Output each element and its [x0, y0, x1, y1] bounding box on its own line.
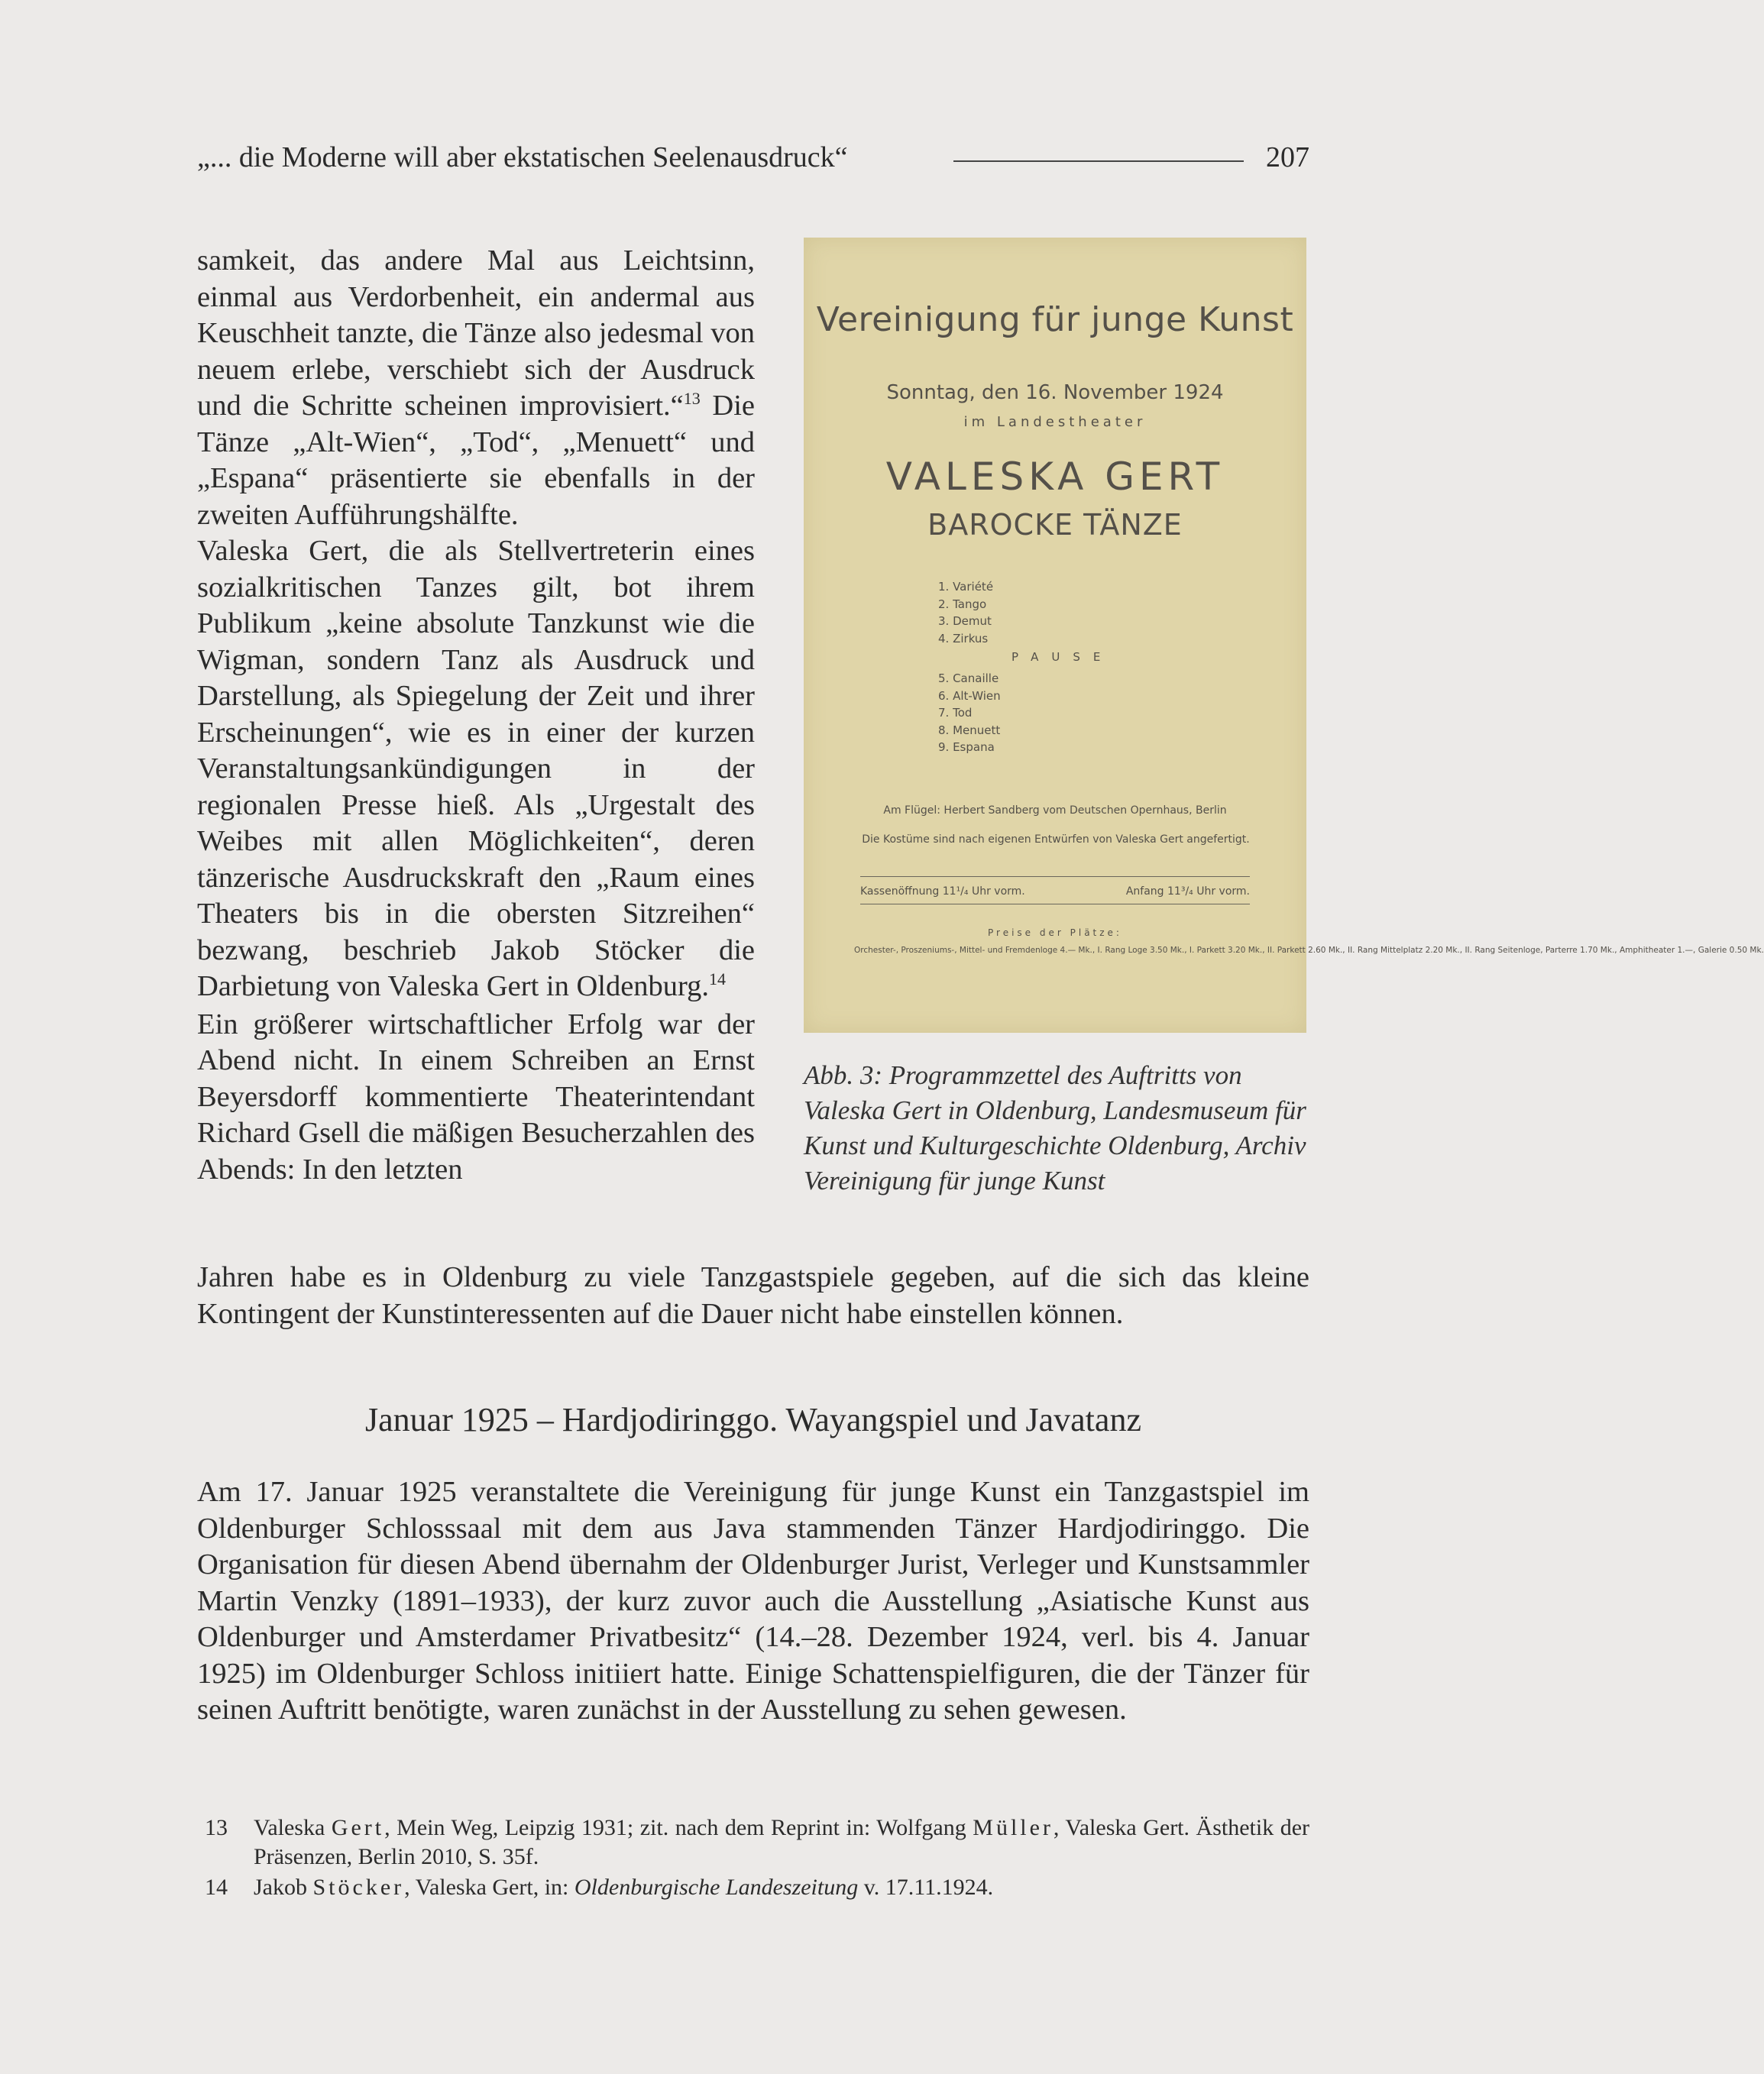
leaflet-pause: PAUSE — [1011, 650, 1114, 664]
paragraph-text: samkeit, das andere Mal aus Leichtsinn, einmal aus Verdorbenheit, ein andermal aus Keuschheit tanzte, die Tänze also jedesmal von neuem erlebe, verschiebt sich der Ausdruck und die Schritte scheinen improvisiert.“ — [197, 244, 755, 422]
leaflet-artist-name: VALESKA GERT — [885, 455, 1225, 499]
body-left-column — [197, 243, 755, 1188]
footnote-text: v. 17.11.1924. — [858, 1875, 994, 1900]
figure-program-leaflet — [804, 238, 1764, 1033]
paragraph — [197, 243, 755, 533]
footnote-text: , Mein Weg, Leipzig 1931; zit. nach dem Reprint in: Wolfgang — [384, 1815, 973, 1840]
page-number: 207 — [1266, 141, 1309, 173]
footnote-number: 14 — [205, 1875, 228, 1900]
footnote — [205, 1814, 1309, 1872]
program-item: 1. Variété — [938, 580, 994, 594]
program-item: 9. Espana — [938, 740, 995, 754]
paragraph: Jahren habe es in Oldenburg zu viele Tanzgastspiele gegeben, auf die sich das kleine Kontingent der Kunstinteressenten auf die Dauer nicht habe einstellen können. — [197, 1261, 1309, 1330]
running-head-rule — [953, 160, 1244, 162]
leaflet-start-time: Anfang 11³/₄ Uhr vorm. — [1125, 885, 1250, 898]
footnotes — [205, 1814, 1309, 1904]
footnote — [205, 1873, 1309, 1902]
paragraph: Ein größerer wirtschaftlicher Erfolg war der Abend nicht. In einem Schreiben an Ernst Beyersdorff kommentierte Theaterintendant Richard Gsell die mäßigen Besucherzahlen des Abends: In den letzten — [197, 1008, 755, 1186]
footnote-ref: 13 — [683, 389, 701, 409]
paragraph — [197, 533, 755, 1005]
paragraph-text: Die Tänze „Alt-Wien“, „Tod“, „Menuett“ und „Espana“ präsentierte sie ebenfalls in der zweiten Aufführungshälfte. — [197, 390, 755, 531]
leaflet-date: Sonntag, den 16. November 1924 — [886, 381, 1224, 404]
footnote-text: , Valeska Gert, in: — [404, 1875, 575, 1900]
footnote-journal: Oldenburgische Landeszeitung — [574, 1875, 859, 1900]
program-item: 5. Canaille — [938, 671, 999, 685]
leaflet-prices: Orchester-, Proszeniums-, Mittel- und Fremdenloge 4.— Mk., I. Rang Loge 3.50 Mk., I. Parkett 3.20 Mk., II. Parkett 2.60 Mk., II. Rang Mittelplatz 2.20 Mk., II. Rang Seitenloge, Parterre 1.70 Mk., Amphitheater 1.—, Galerie 0.50 Mk. — [854, 946, 1764, 955]
program-item: 6. Alt-Wien — [938, 688, 1001, 703]
program-item: 4. Zirkus — [938, 631, 989, 645]
paragraph-text: Valeska Gert, die als Stellvertreterin eines sozialkritischen Tanzes gilt, bot ihrem Publikum „keine absolute Tanzkunst wie die Wigman, sondern Tanz als Ausdruck und Darstellung, als Spiegelung der Zeit und ihrer Erscheinungen“, wie es in einer der kurzen Veranstaltungsankündigungen in der regionalen Presse hieß. Als „Urgestalt des Weibes mit allen Möglichkeiten“, deren tänzerische Ausdruckskraft den „Raum eines Theaters bis in die obersten Sitzreihen“ bezwang, beschrieb Jakob Stöcker die Darbietung von Valeska Gert in Oldenburg. — [197, 535, 755, 1002]
program-item: 2. Tango — [938, 597, 987, 611]
footnote-author: Stöcker — [312, 1875, 405, 1900]
leaflet-divider — [860, 876, 1250, 877]
program-item: 3. Demut — [938, 614, 992, 628]
leaflet-prices-heading: Preise der Plätze: — [988, 927, 1122, 938]
footnote-text: Jakob — [254, 1875, 313, 1900]
footnote-text: , Valeska Gert. Ästhetik der Präsenzen, Berlin 2010, S. 35f. — [254, 1815, 1310, 1869]
footnote-author: Gert — [331, 1815, 385, 1840]
footnote-text: Valeska — [254, 1815, 332, 1840]
section-heading: Januar 1925 – Hardjodiringgo. Wayangspiel und Javatanz — [365, 1401, 1141, 1438]
running-head-title: „... die Moderne will aber ekstatischen Seelenausdruck“ — [197, 141, 848, 173]
footnote-number: 13 — [205, 1815, 228, 1840]
leaflet-venue: im Landestheater — [963, 414, 1147, 430]
leaflet-credit: Am Flügel: Herbert Sandberg vom Deutschen Opernhaus, Berlin — [883, 804, 1227, 817]
leaflet-organization: Vereinigung für junge Kunst — [816, 300, 1294, 339]
leaflet-program-part2 — [938, 670, 1001, 756]
program-item: 8. Menuett — [938, 723, 1001, 737]
body-full-width — [197, 1260, 1309, 1332]
paragraph: Am 17. Januar 1925 veranstaltete die Vereinigung für junge Kunst ein Tanzgastspiel im Oldenburger Schlosssaal mit dem aus Java stammenden Tänzer Hardjodiringgo. Die Organisation für diesen Abend übernahm der Oldenburger Jurist, Verleger und Kunstsammler Martin Venzky (1891–1933), der kurz zuvor auch die Ausstellung „Asiatische Kunst aus Oldenburger und Amsterdamer Privatbesitz“ (14.–28. Dezember 1924, verl. bis 4. Januar 1925) im Oldenburger Schloss initiiert hatte. Einige Schattenspielfiguren, die der Tänzer für seinen Auftritt benötigte, waren zunächst in der Ausstellung zu sehen gewesen. — [197, 1476, 1309, 1726]
section-body — [197, 1474, 1309, 1729]
program-item: 7. Tod — [938, 706, 973, 720]
leaflet-box-office: Kassenöffnung 11¹/₄ Uhr vorm. — [860, 885, 1025, 898]
leaflet-program-part1 — [938, 578, 993, 647]
leaflet-subtitle: BAROCKE TÄNZE — [927, 508, 1183, 542]
figure-caption: Abb. 3: Programmzettel des Auftritts von Valeska Gert in Oldenburg, Landesmuseum für Kunst und Kulturgeschichte Oldenburg, Archiv Vereinigung für junge Kunst — [804, 1060, 1306, 1196]
running-head — [197, 141, 1309, 174]
footnote-ref: 14 — [709, 969, 727, 989]
leaflet-costumes: Die Kostüme sind nach eigenen Entwürfen von Valeska Gert angefertigt. — [862, 833, 1250, 846]
footnote-author: Müller — [973, 1815, 1054, 1840]
